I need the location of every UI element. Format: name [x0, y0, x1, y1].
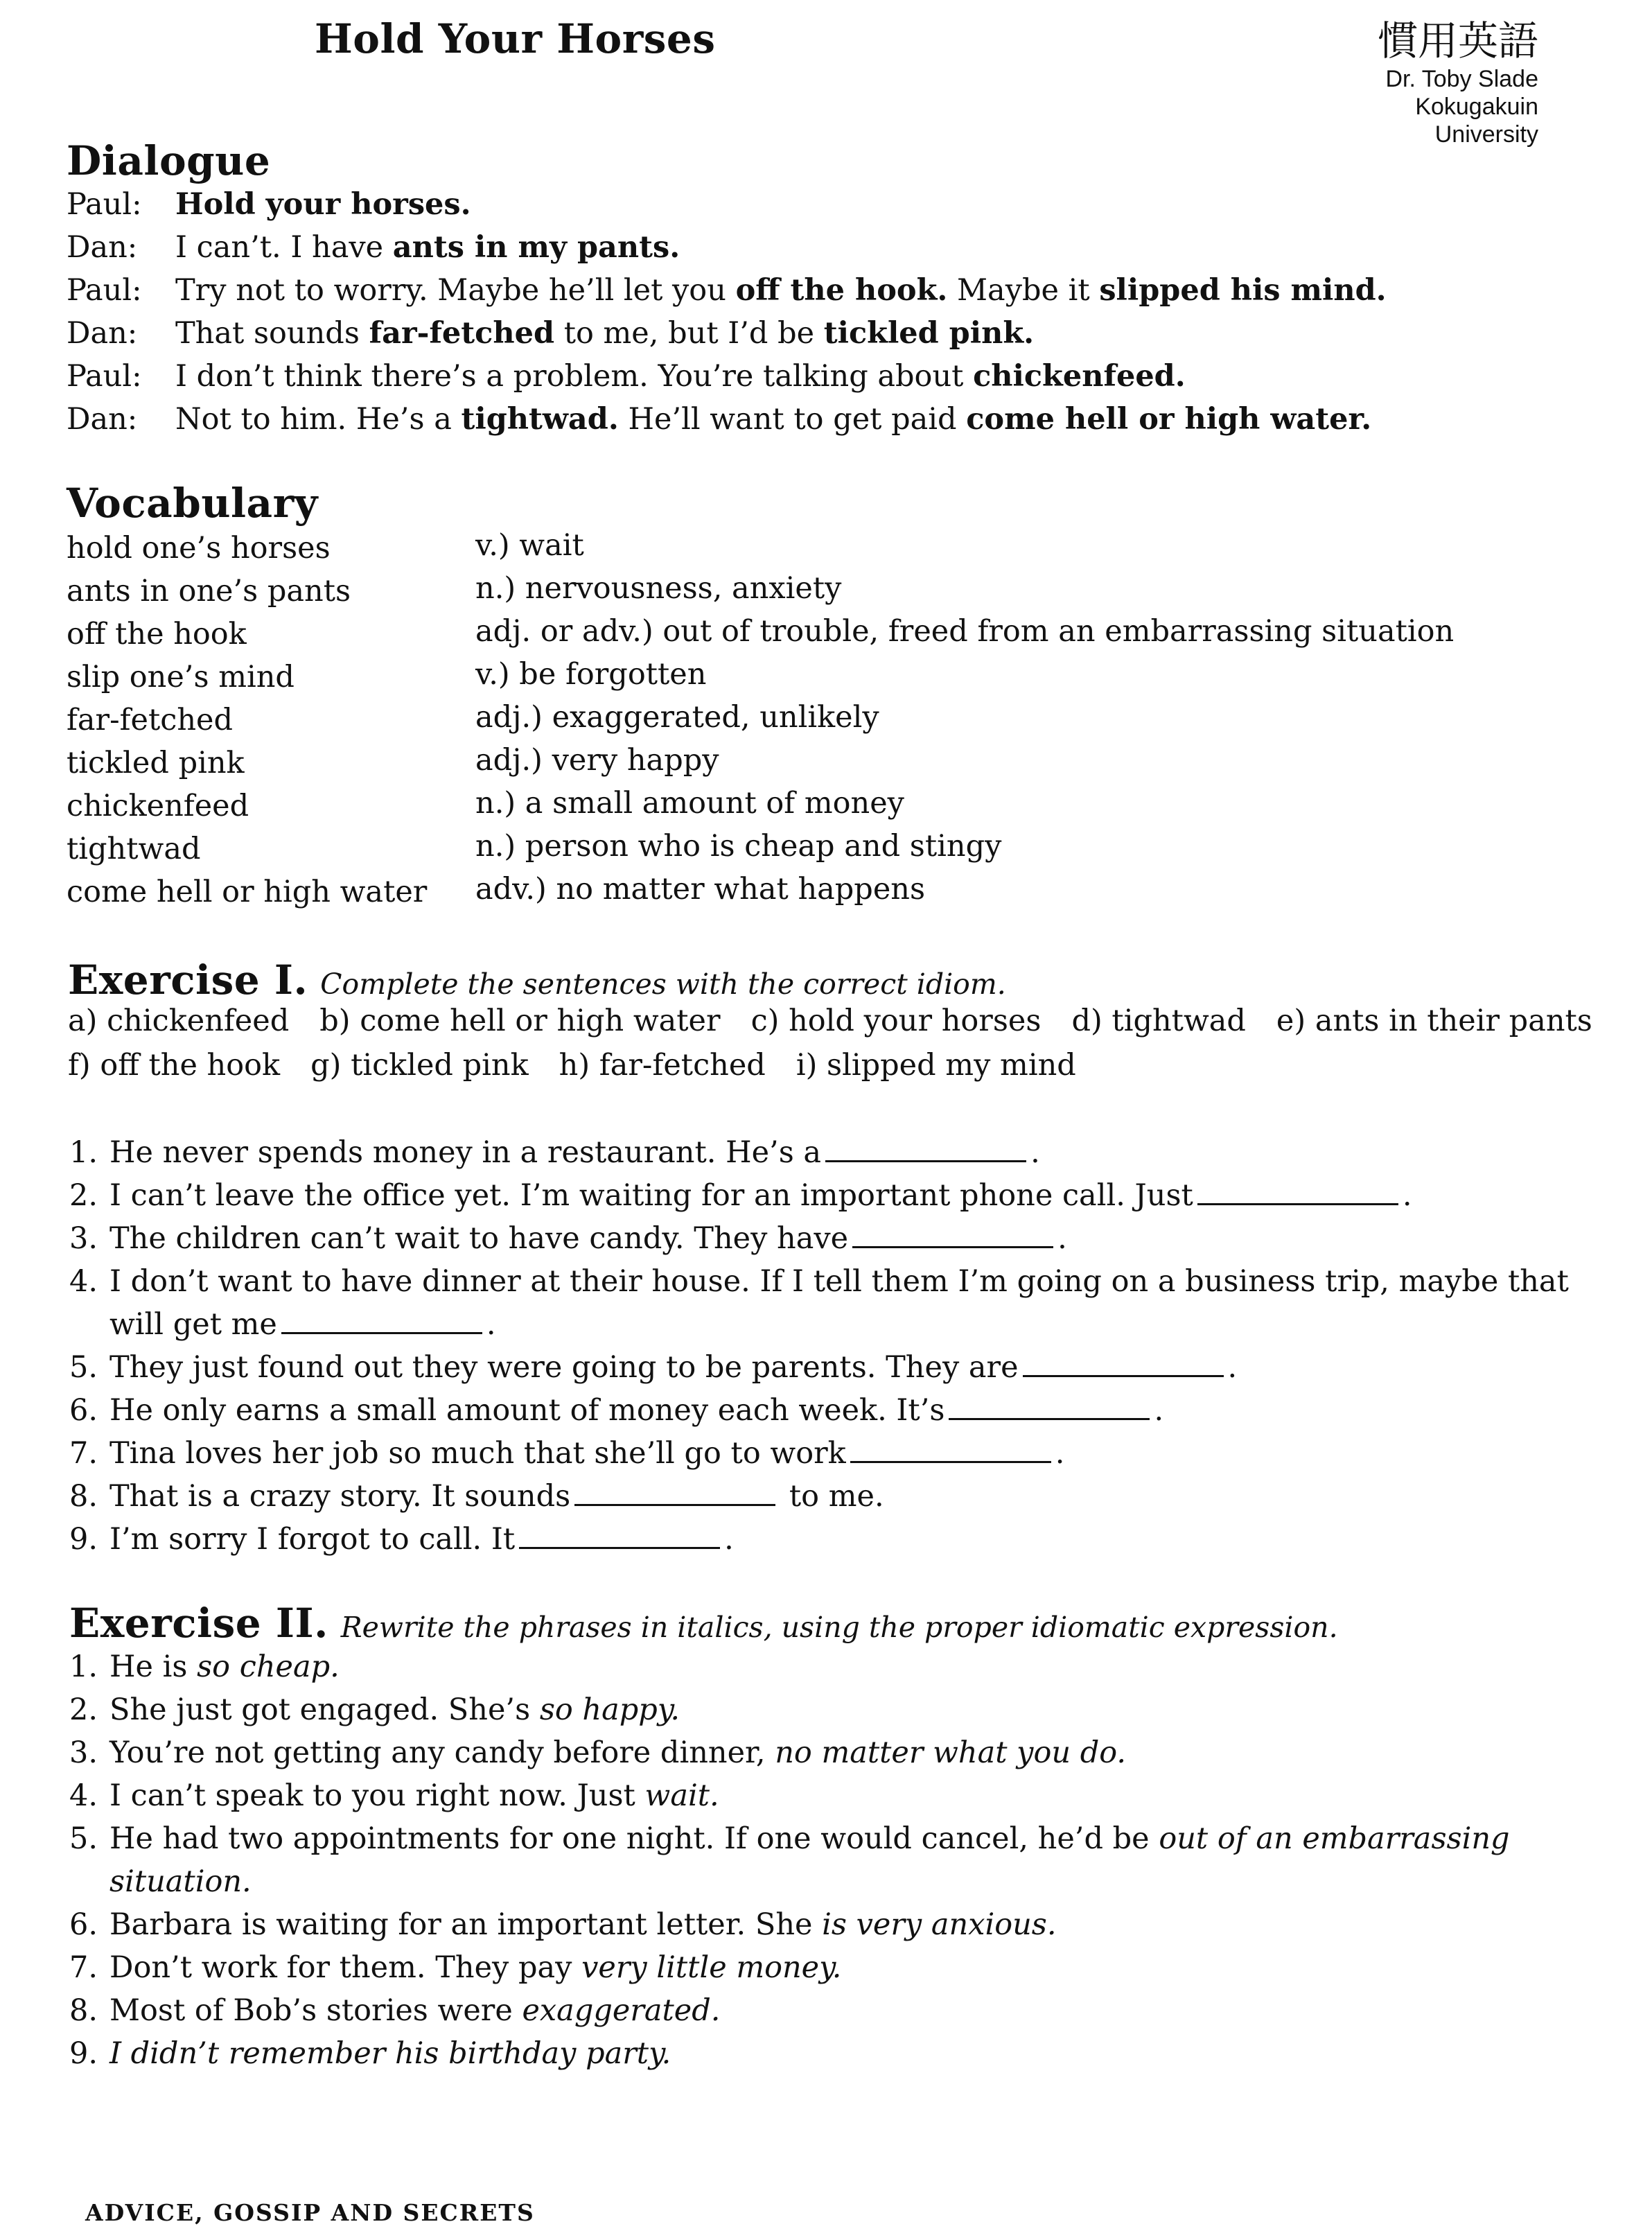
item-text-end: . [724, 1522, 734, 1557]
item-text: He is [109, 1650, 197, 1684]
vocab-term: hold one’s horses [67, 531, 331, 566]
vocab-definition: adj. or adv.) out of trouble, freed from an embarrassing situation [475, 614, 1455, 649]
item-text-end: . [1402, 1178, 1412, 1213]
item-text-end: . [1030, 1135, 1040, 1170]
dialogue-text: I can’t. I have [175, 230, 393, 265]
item-italic-phrase: so happy. [539, 1692, 680, 1727]
item-text-end: . [1154, 1393, 1164, 1428]
item-text: I’m sorry I forgot to call. It [109, 1522, 516, 1557]
exercise1-option: d) tightwad [1071, 1004, 1246, 1038]
item-text: She just got engaged. She’s [109, 1692, 540, 1727]
dialogue-line [67, 402, 1371, 437]
item-number: 8. [69, 1479, 98, 1514]
item-text: I don’t want to have dinner at their house. If I tell them I’m going on a business trip, maybe that [109, 1264, 1569, 1299]
exercise1-option: h) far-fetched [559, 1048, 766, 1083]
item-number: 6. [69, 1907, 98, 1942]
dialogue-idiom: off the hook. [735, 273, 948, 308]
exercise1-header [68, 956, 1006, 1004]
item-number: 9. [69, 2036, 98, 2071]
exercise1-option: f) off the hook [68, 1048, 281, 1083]
vocab-definition: v.) be forgotten [475, 657, 707, 692]
item-text-end: . [486, 1307, 496, 1342]
item-italic-phrase: no matter what you do. [775, 1735, 1127, 1770]
dialogue-idiom: ants in my pants. [392, 230, 680, 265]
item-number: 5. [69, 1350, 98, 1385]
item-text: They just found out they were going to be parents. They are [109, 1350, 1019, 1385]
vocab-term: chickenfeed [67, 789, 249, 823]
footer-section-title: ADVICE, GOSSIP AND SECRETS [85, 2199, 535, 2226]
vocab-term: tickled pink [67, 746, 245, 780]
item-number: 1. [69, 1135, 98, 1170]
exercise1-item [69, 1479, 884, 1514]
vocab-term: tightwad [67, 832, 201, 866]
answer-blank [825, 1156, 1026, 1162]
dialogue-idiom: tightwad. [461, 402, 619, 437]
exercise1-item [69, 1264, 1569, 1299]
item-text: Don’t work for them. They pay [109, 1950, 582, 1985]
item-italic-phrase: I didn’t remember his birthday party. [109, 2036, 671, 2071]
dialogue-speaker: Paul: [67, 359, 142, 394]
author-name: Dr. Toby Slade [1385, 66, 1538, 92]
author-jp-title: 慣用英語 [1377, 17, 1538, 64]
dialogue-heading: Dialogue [67, 137, 271, 184]
exercise1-item [69, 1135, 1040, 1170]
exercise1-item [69, 1307, 496, 1342]
exercise1-item [69, 1350, 1237, 1385]
item-italic-phrase: wait. [644, 1778, 719, 1813]
item-text: That is a crazy story. It sounds [109, 1479, 571, 1514]
item-number: 2. [69, 1692, 98, 1727]
vocab-definition: n.) person who is cheap and stingy [475, 829, 1002, 864]
dialogue-idiom: tickled pink. [823, 316, 1035, 351]
vocab-term: ants in one’s pants [67, 574, 351, 609]
author-institution-2: University [1434, 121, 1538, 148]
dialogue-line [67, 230, 680, 265]
exercise2-item [69, 2036, 671, 2071]
exercise1-option: i) slipped my mind [796, 1048, 1076, 1083]
vocab-definition: n.) nervousness, anxiety [475, 571, 842, 606]
item-text: I can’t speak to you right now. Just [109, 1778, 645, 1813]
answer-blank [949, 1414, 1150, 1420]
exercise1-option: g) tickled pink [310, 1048, 529, 1083]
item-italic-phrase: so cheap. [197, 1650, 340, 1684]
answer-blank [850, 1457, 1051, 1463]
item-text: will get me [109, 1307, 277, 1342]
item-text: Tina loves her job so much that she’ll go to work [109, 1436, 846, 1471]
item-number: 7. [69, 1950, 98, 1985]
answer-blank [1023, 1371, 1224, 1377]
item-text: He never spends money in a restaurant. He’s a [109, 1135, 822, 1170]
dialogue-line [67, 273, 1387, 308]
item-number: 3. [69, 1735, 98, 1770]
dialogue-line [67, 316, 1034, 351]
item-text: You’re not getting any candy before dinner, [109, 1735, 775, 1770]
exercise1-option-row [68, 1004, 1623, 1038]
item-number: 3. [69, 1221, 98, 1256]
vocab-definition: v.) wait [475, 528, 584, 563]
item-number: 1. [69, 1650, 98, 1684]
dialogue-idiom: Hold your horses. [175, 187, 471, 222]
page-title: Hold Your Horses [315, 15, 716, 62]
exercise2-item [69, 1650, 340, 1684]
dialogue-text: He’ll want to get paid [618, 402, 967, 437]
item-italic-phrase: exaggerated. [522, 1993, 721, 2028]
item-number: 2. [69, 1178, 98, 1213]
exercise1-item [69, 1178, 1412, 1213]
exercise2-item [69, 1735, 1126, 1770]
dialogue-text: to me, but I’d be [554, 316, 824, 351]
exercise1-heading: Exercise I. [68, 956, 308, 1004]
dialogue-line [67, 187, 471, 222]
item-number: 6. [69, 1393, 98, 1428]
item-text-end: . [1227, 1350, 1238, 1385]
exercise2-heading: Exercise II. [69, 1600, 328, 1647]
item-number: 8. [69, 1993, 98, 2028]
item-text-end: . [1057, 1221, 1067, 1256]
item-italic-phrase: very little money. [581, 1950, 842, 1985]
dialogue-text: Not to him. He’s a [175, 402, 462, 437]
exercise1-instruction: Complete the sentences with the correct idiom. [320, 968, 1006, 1001]
exercise2-item [69, 1907, 1057, 1942]
vocab-term: far-fetched [67, 703, 234, 737]
exercise1-item [69, 1522, 734, 1557]
exercise1-option-row [68, 1048, 1107, 1083]
exercise2-item [69, 1778, 719, 1813]
dialogue-text: I don’t think there’s a problem. You’re talking about [175, 359, 974, 394]
exercise2-item [69, 1692, 680, 1727]
exercise1-option: c) hold your horses [750, 1004, 1042, 1038]
answer-blank [852, 1242, 1053, 1248]
dialogue-idiom: slipped his mind. [1099, 273, 1387, 308]
exercise2-item [69, 1950, 841, 1985]
item-number: 4. [69, 1264, 98, 1299]
vocab-definition: adv.) no matter what happens [475, 872, 926, 907]
dialogue-idiom: come hell or high water. [966, 402, 1372, 437]
item-number: 9. [69, 1522, 98, 1557]
exercise2-item [69, 1864, 252, 1899]
item-text: I can’t leave the office yet. I’m waiting for an important phone call. Just [109, 1178, 1193, 1213]
exercise2-item [69, 1993, 720, 2028]
answer-blank [281, 1328, 482, 1334]
vocab-definition: n.) a small amount of money [475, 786, 904, 821]
author-institution-1: Kokugakuin [1415, 94, 1538, 120]
dialogue-text: That sounds [175, 316, 369, 351]
dialogue-line [67, 359, 1186, 394]
exercise1-item [69, 1221, 1067, 1256]
answer-blank [574, 1500, 775, 1506]
item-italic-phrase: out of an embarrassing [1159, 1821, 1510, 1856]
exercise1-option: e) ants in their pants [1276, 1004, 1592, 1038]
dialogue-speaker: Dan: [67, 230, 138, 265]
exercise2-instruction: Rewrite the phrases in italics, using the proper idiomatic expression. [340, 1611, 1338, 1644]
vocab-definition: adj.) exaggerated, unlikely [475, 700, 879, 735]
answer-blank [1197, 1199, 1398, 1205]
exercise1-item [69, 1393, 1163, 1428]
item-number: 7. [69, 1436, 98, 1471]
author-block [1337, 17, 1538, 148]
dialogue-text: Maybe it [947, 273, 1100, 308]
vocab-term: slip one’s mind [67, 660, 295, 694]
item-text: The children can’t wait to have candy. They have [109, 1221, 849, 1256]
exercise1-item [69, 1436, 1064, 1471]
item-text-end: . [1055, 1436, 1065, 1471]
item-text: Most of Bob’s stories were [109, 1993, 522, 2028]
item-italic-phrase: is very anxious. [822, 1907, 1057, 1942]
item-text: He had two appointments for one night. If one would cancel, he’d be [109, 1821, 1159, 1856]
dialogue-speaker: Dan: [67, 402, 138, 437]
dialogue-speaker: Paul: [67, 187, 142, 222]
item-text: Barbara is waiting for an important letter. She [109, 1907, 823, 1942]
dialogue-idiom: far-fetched [369, 316, 555, 351]
dialogue-speaker: Dan: [67, 316, 138, 351]
item-number: 5. [69, 1821, 98, 1856]
dialogue-text: Try not to worry. Maybe he’ll let you [175, 273, 736, 308]
exercise1-option: a) chickenfeed [68, 1004, 290, 1038]
dialogue-idiom: chickenfeed. [973, 359, 1186, 394]
item-italic-phrase: situation. [109, 1864, 252, 1899]
item-text-end: to me. [780, 1479, 884, 1514]
exercise2-item [69, 1821, 1510, 1856]
answer-blank [519, 1543, 720, 1549]
dialogue-speaker: Paul: [67, 273, 142, 308]
vocabulary-heading: Vocabulary [67, 480, 318, 527]
vocab-term: come hell or high water [67, 875, 428, 909]
exercise2-header [69, 1600, 1338, 1647]
vocab-term: off the hook [67, 617, 247, 651]
exercise1-option: b) come hell or high water [319, 1004, 721, 1038]
vocab-definition: adj.) very happy [475, 743, 719, 778]
item-number: 4. [69, 1778, 98, 1813]
item-text: He only earns a small amount of money each week. It’s [109, 1393, 945, 1428]
